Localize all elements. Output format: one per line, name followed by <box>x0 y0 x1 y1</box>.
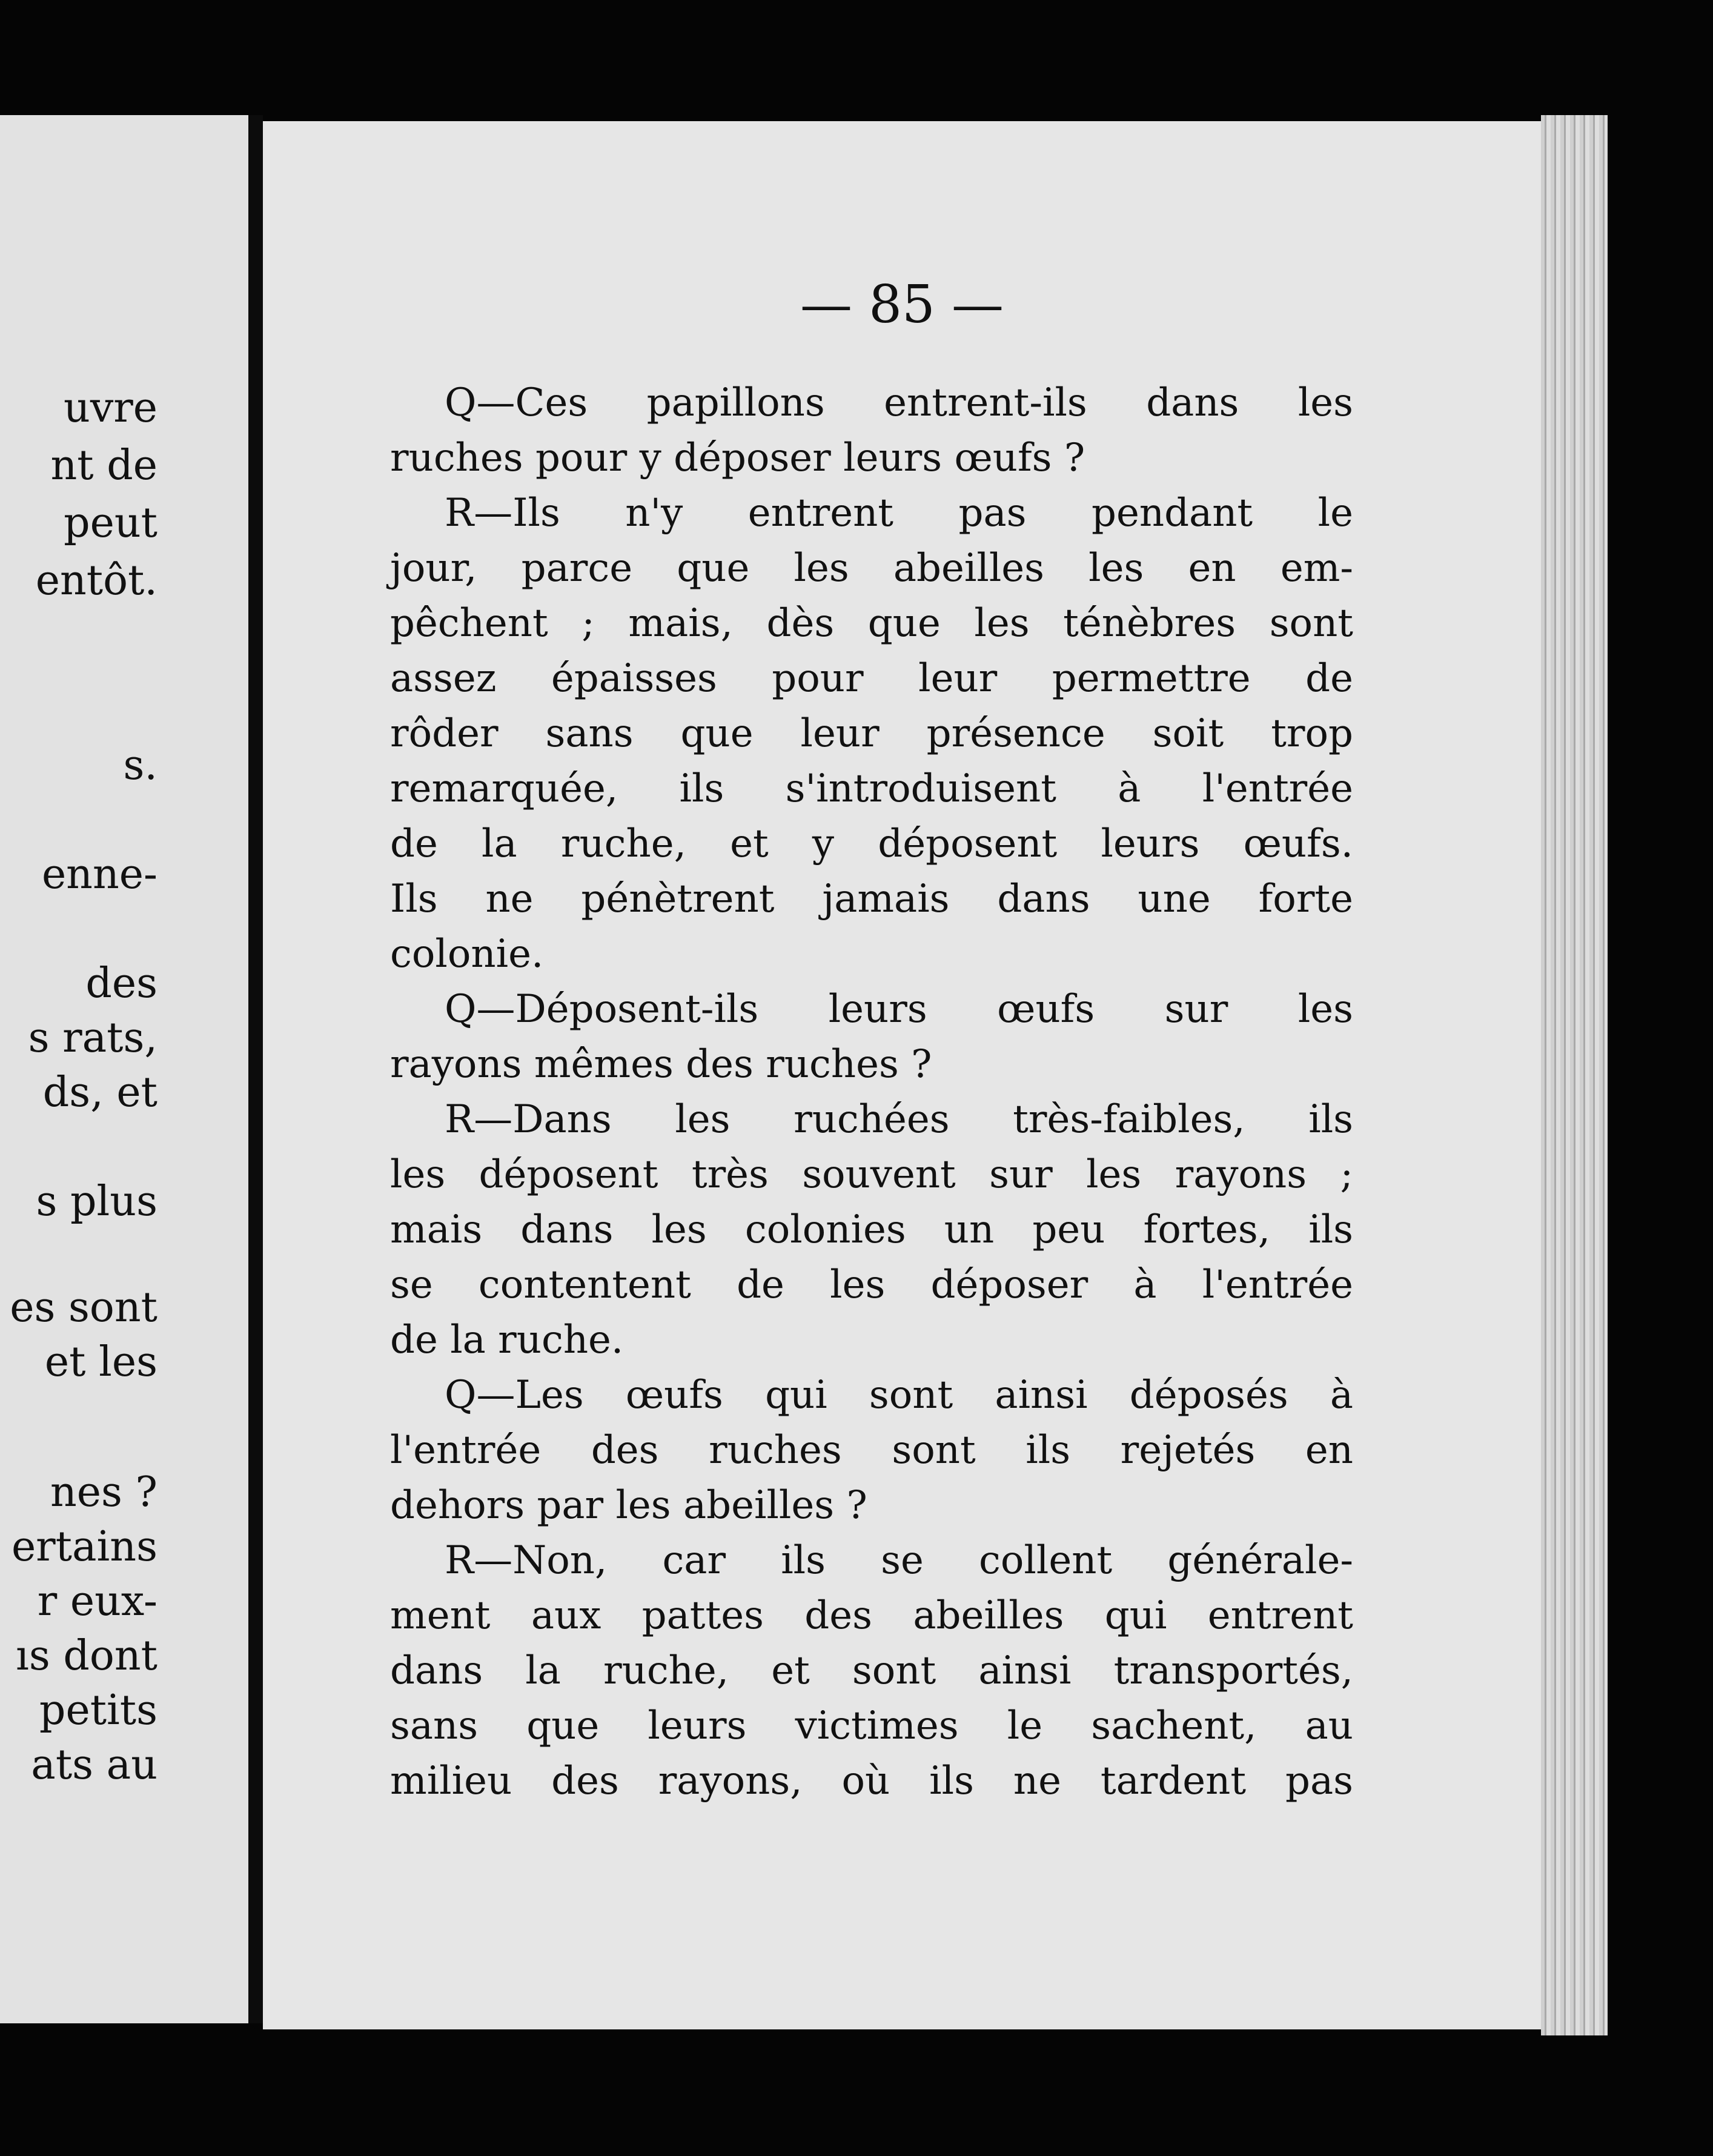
text-line: Q—Les œufs qui sont ainsi déposés à <box>445 1373 1353 1418</box>
text-line: colonie. <box>390 932 544 977</box>
left-fragment: es sont <box>10 1284 157 1332</box>
text-line: Ils ne pénètrent jamais dans une forte <box>390 877 1353 921</box>
previous-page <box>0 115 248 2023</box>
text-line: jour, parce que les abeilles les en em- <box>390 546 1353 591</box>
text-line: dehors par les abeilles ? <box>390 1483 867 1528</box>
text-line: R—Non, car ils se collent générale- <box>445 1538 1353 1583</box>
left-fragment: ats au <box>31 1741 157 1789</box>
text-line: pêchent ; mais, dès que les ténèbres sont <box>390 601 1353 646</box>
text-line: dans la ruche, et sont ainsi transportés, <box>390 1648 1353 1693</box>
left-fragment: s rats, <box>28 1014 157 1062</box>
book-gutter <box>248 115 263 2023</box>
left-fragment: s plus <box>36 1178 157 1226</box>
page-edges <box>1541 115 1608 2035</box>
left-fragment: ertains <box>11 1523 157 1571</box>
left-fragment: nes ? <box>50 1468 157 1516</box>
text-line: de la ruche, et y déposent leurs œufs. <box>390 821 1353 866</box>
text-line: se contentent de les déposer à l'entrée <box>390 1262 1353 1307</box>
left-fragment: ıs dont <box>16 1632 157 1680</box>
left-fragment: et les <box>44 1338 157 1386</box>
text-line: de la ruche. <box>390 1318 624 1362</box>
left-fragment: uvre <box>64 384 157 432</box>
text-line: rayons mêmes des ruches ? <box>390 1042 932 1087</box>
text-line: Q—Déposent-ils leurs œufs sur les <box>445 987 1353 1032</box>
left-fragment: peut <box>64 499 157 547</box>
left-fragment: entôt. <box>35 557 157 605</box>
text-line: R—Dans les ruchées très-faibles, ils <box>445 1097 1353 1142</box>
page-text <box>390 376 1353 1809</box>
text-line: ment aux pattes des abeilles qui entrent <box>390 1593 1353 1638</box>
left-fragment: ds, et <box>42 1069 157 1116</box>
left-fragment: petits <box>39 1687 157 1734</box>
left-fragment: enne- <box>41 851 157 898</box>
text-line: sans que leurs victimes le sachent, au <box>390 1703 1353 1748</box>
left-fragment: r eux- <box>37 1577 157 1625</box>
text-line: mais dans les colonies un peu fortes, ils <box>390 1207 1353 1252</box>
text-line: R—Ils n'y entrent pas pendant le <box>445 491 1353 536</box>
left-fragment: nt de <box>50 442 157 489</box>
text-line: assez épaisses pour leur permettre de <box>390 656 1353 701</box>
text-line: milieu des rayons, où ils ne tardent pas <box>390 1759 1353 1803</box>
text-line: les déposent très souvent sur les rayons ; <box>390 1152 1353 1197</box>
text-line: l'entrée des ruches sont ils rejetés en <box>390 1428 1353 1473</box>
text-line: remarquée, ils s'introduisent à l'entrée <box>390 766 1353 811</box>
left-fragment: des <box>85 960 157 1007</box>
text-line: rôder sans que leur présence soit trop <box>390 711 1353 756</box>
text-line: Q—Ces papillons entrent-ils dans les <box>445 380 1353 425</box>
text-line: ruches pour y déposer leurs œufs ? <box>390 436 1085 480</box>
page-number: — 85 — <box>800 274 1004 335</box>
current-page <box>263 121 1541 2029</box>
left-fragment: s. <box>123 741 157 789</box>
